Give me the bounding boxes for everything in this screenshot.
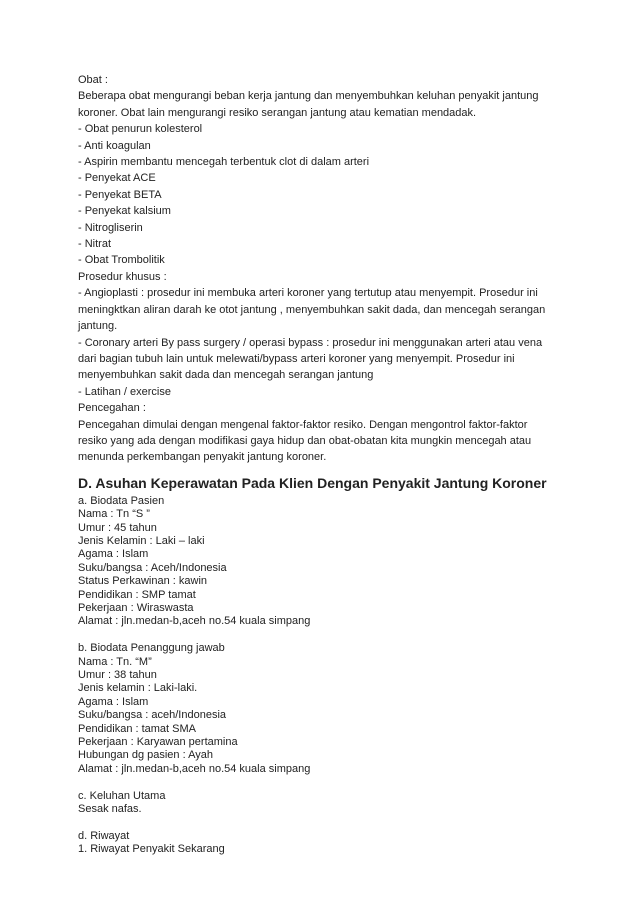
document-page bbox=[78, 72, 578, 857]
text-line: resiko yang ada dengan modifikasi gaya hidup dan obat-obatan kita mungkin mencegah atau bbox=[78, 434, 532, 447]
text-line: - Penyekat BETA bbox=[78, 188, 162, 201]
text-line: - Penyekat kalsium bbox=[78, 205, 171, 218]
text-line: - Penyekat ACE bbox=[78, 172, 156, 185]
section-heading: D. Asuhan Keperawatan Pada Klien Dengan Penyakit Jantung Koroner bbox=[78, 474, 547, 491]
text-line: Suku/bangsa : Aceh/Indonesia bbox=[78, 561, 227, 574]
text-line: Pekerjaan : Karyawan pertamina bbox=[78, 736, 238, 749]
paragraph-gap bbox=[78, 776, 578, 789]
treatment-section bbox=[78, 72, 578, 466]
text-line: a. Biodata Pasien bbox=[78, 494, 165, 507]
text-line: Pekerjaan : Wiraswasta bbox=[78, 602, 194, 614]
text-line: - Nitrat bbox=[78, 238, 111, 251]
text-line: Pendidikan : SMP tamat bbox=[78, 588, 196, 601]
text-line: Status Perkawinan : kawin bbox=[78, 575, 208, 588]
text-line: Alamat : jln.medan-b,aceh no.54 kuala simpang bbox=[78, 615, 311, 628]
text-line: - Obat Trombolitik bbox=[78, 254, 165, 267]
text-line: menyembuhkan sakit dada dan mencegah serangan jantung bbox=[78, 369, 374, 382]
text-line: Jenis kelamin : Laki-laki. bbox=[78, 682, 198, 695]
text-line: menunda perkembangan penyakit jantung koroner. bbox=[78, 451, 327, 464]
paragraph-gap bbox=[78, 816, 578, 829]
text-line: Umur : 38 tahun bbox=[78, 669, 157, 682]
text-line: dari bagian tubuh lain untuk melewati/bypass arteri koroner yang menyempit. Prosedur ini bbox=[78, 352, 515, 365]
text-line: Suku/bangsa : aceh/Indonesia bbox=[78, 709, 227, 722]
text-line: - Obat penurun kolesterol bbox=[78, 123, 203, 136]
text-line: koroner. Obat lain mengurangi resiko serangan jantung atau kematian mendadak. bbox=[78, 106, 477, 119]
text-line: meningktkan aliran darah ke otot jantung , menyembuhkan sakit dada, dan mencegah serangan bbox=[78, 303, 546, 316]
text-line: jantung. bbox=[78, 320, 118, 333]
text-line: - Aspirin membantu mencegah terbentuk clot di dalam arteri bbox=[78, 156, 370, 169]
text-line: c. Keluhan Utama bbox=[78, 789, 166, 802]
patient-biodata bbox=[78, 495, 578, 629]
guardian-biodata bbox=[78, 642, 578, 776]
text-line: Pendidikan : tamat SMA bbox=[78, 722, 197, 735]
text-line: Agama : Islam bbox=[78, 695, 149, 708]
text-line: - Nitrogliserin bbox=[78, 221, 143, 234]
text-line: Beberapa obat mengurangi beban kerja jantung dan menyembuhkan keluhan penyakit jantung bbox=[78, 90, 539, 103]
text-line: Hubungan dg pasien : Ayah bbox=[78, 749, 213, 762]
history-section bbox=[78, 830, 578, 857]
text-line: Agama : Islam bbox=[78, 548, 149, 561]
text-line: Pencegahan : bbox=[78, 402, 146, 415]
text-line: Umur : 45 tahun bbox=[78, 521, 157, 534]
paragraph-gap bbox=[78, 629, 578, 642]
text-line: Nama : Tn “S ” bbox=[78, 508, 150, 521]
text-line: Prosedur khusus : bbox=[78, 270, 167, 283]
text-line: - Coronary arteri By pass surgery / operasi bypass : prosedur ini menggunakan arteri atau vena bbox=[78, 336, 543, 349]
text-line: Pencegahan dimulai dengan mengenal faktor-faktor resiko. Dengan mengontrol faktor-faktor bbox=[78, 418, 528, 431]
text-line: - Latihan / exercise bbox=[78, 385, 171, 398]
text-line: - Angioplasti : prosedur ini membuka arteri koroner yang tertutup atau menyempit. Prosedur ini bbox=[78, 287, 538, 300]
text-line: d. Riwayat bbox=[78, 829, 130, 842]
text-line: 1. Riwayat Penyakit Sekarang bbox=[78, 843, 225, 856]
text-line: Alamat : jln.medan-b,aceh no.54 kuala simpang bbox=[78, 762, 311, 775]
text-line: Nama : Tn. “M” bbox=[78, 655, 152, 668]
main-complaint bbox=[78, 790, 578, 817]
text-line: Jenis Kelamin : Laki – laki bbox=[78, 534, 205, 547]
text-line: - Anti koagulan bbox=[78, 139, 151, 152]
text-line: Obat : bbox=[78, 74, 108, 86]
text-line: b. Biodata Penanggung jawab bbox=[78, 642, 225, 655]
text-line: Sesak nafas. bbox=[78, 803, 142, 816]
